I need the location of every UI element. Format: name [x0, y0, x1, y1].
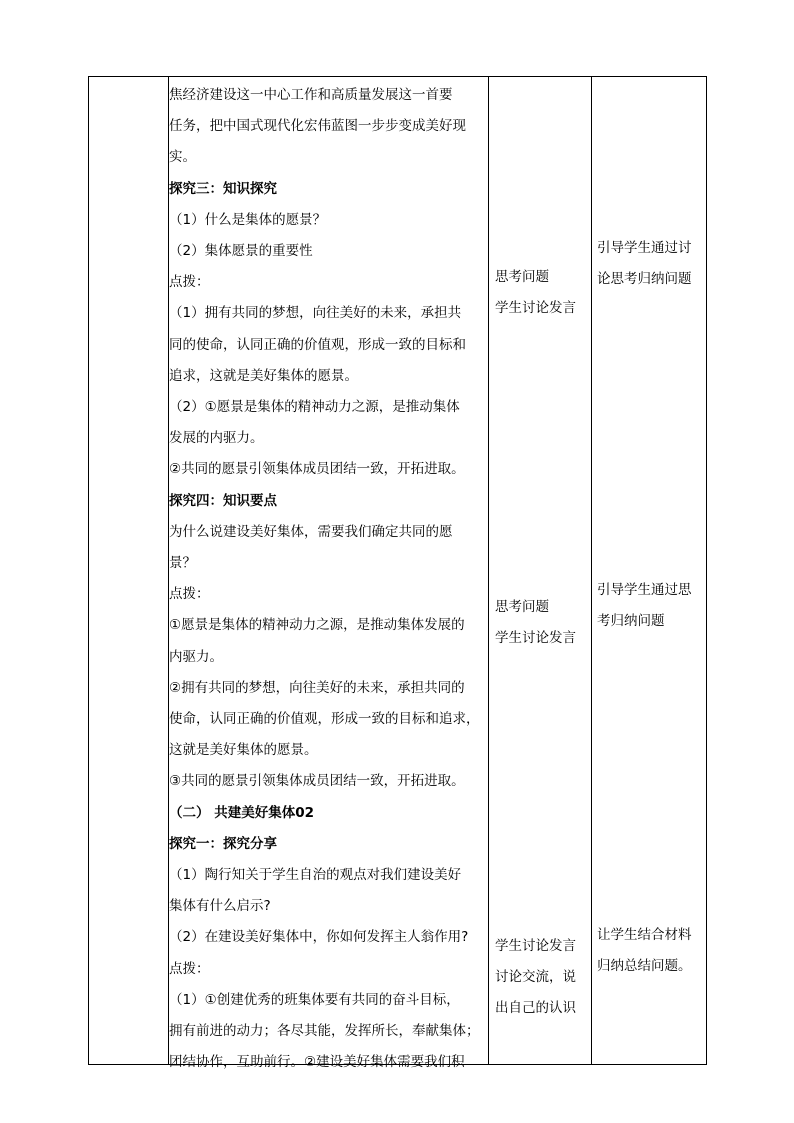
student-activity-line: 学生讨论发言 — [495, 938, 576, 954]
content-line: 同的使命，认同正确的价值观，形成一致的目标和 — [169, 336, 466, 353]
design-intent-cell — [597, 575, 703, 637]
content-line: 发展的内驱力。 — [169, 430, 264, 447]
student-activity-line: 出自己的认识 — [495, 1000, 576, 1016]
section-heading: 探究四：知识要点 — [169, 492, 277, 509]
design-intent-line: 引导学生通过思 — [597, 582, 692, 598]
content-line: （1）什么是集体的愿景？ — [169, 211, 327, 228]
content-line: ①愿景是集体的精神动力之源，是推动集体发展的 — [169, 617, 465, 634]
content-line: ②共同的愿景引领集体成员团结一致，开拓进取。 — [169, 461, 465, 478]
section-heading: （二） 共建美好集体02 — [169, 804, 314, 821]
design-intent-line: 考归纳问题 — [597, 613, 665, 629]
content-line: 拥有前进的动力；各尽其能，发挥所长，奉献集体； — [169, 1023, 480, 1040]
student-activity-line: 讨论交流，说 — [495, 969, 576, 985]
content-line: （2）在建设美好集体中，你如何发挥主人翁作用? — [169, 929, 469, 946]
content-line: 为什么说建设美好集体，需要我们确定共同的愿 — [169, 523, 453, 540]
content-line: 团结协作，互助前行。②建设美好集体需要我们积 — [169, 1054, 465, 1071]
student-activity-line: 思考问题 — [495, 269, 549, 285]
content-line: （1）①创建优秀的班集体要有共同的奋斗目标， — [169, 991, 460, 1008]
content-line: 这就是美好集体的愿景。 — [169, 742, 318, 759]
design-intent-line: 论思考归纳问题 — [597, 271, 692, 287]
student-activity-cell — [495, 262, 591, 324]
content-line: （2）①愿景是集体的精神动力之源，是推动集体 — [169, 399, 460, 416]
student-activity-line: 学生讨论发言 — [495, 630, 576, 646]
content-line: 集体有什么启示? — [169, 898, 271, 915]
student-activity-line: 学生讨论发言 — [495, 300, 576, 316]
content-line: 任务，把中国式现代化宏伟蓝图一步步变成美好现 — [169, 118, 466, 135]
content-line: 焦经济建设这一中心工作和高质量发展这一首要 — [169, 87, 453, 103]
design-intent-cell — [597, 233, 703, 295]
content-line: 内驱力。 — [169, 648, 223, 665]
student-activity-cell — [495, 931, 591, 1024]
content-line: 点拨： — [169, 960, 210, 977]
lesson-table — [88, 76, 707, 1071]
student-activity-line: 思考问题 — [495, 599, 549, 615]
content-line: （1）陶行知关于学生自治的观点对我们建设美好 — [169, 867, 462, 884]
content-line: 点拨： — [169, 586, 210, 603]
section-heading: 探究一：探究分享 — [169, 835, 277, 852]
content-line: （2）集体愿景的重要性 — [169, 243, 313, 260]
column-divider — [488, 77, 489, 1064]
teaching-content-cell — [169, 80, 487, 1079]
content-line: ②拥有共同的梦想，向往美好的未来，承担共同的 — [169, 679, 465, 696]
content-line: 实。 — [169, 149, 196, 166]
column-divider — [591, 77, 592, 1064]
design-intent-line: 让学生结合材料 — [597, 927, 692, 943]
content-line: 追求，这就是美好集体的愿景。 — [169, 367, 358, 384]
design-intent-cell — [597, 920, 703, 982]
design-intent-line: 归纳总结问题。 — [597, 958, 692, 974]
section-heading: 探究三：知识探究 — [169, 180, 277, 197]
content-line: 使命，认同正确的价值观，形成一致的目标和追求， — [169, 711, 480, 728]
content-line: 点拨： — [169, 274, 210, 291]
content-line: （1）拥有共同的梦想，向往美好的未来，承担共 — [169, 305, 462, 322]
design-intent-line: 引导学生通过讨 — [597, 240, 692, 256]
student-activity-cell — [495, 592, 591, 654]
content-line: 景？ — [169, 555, 196, 572]
content-line: ③共同的愿景引领集体成员团结一致，开拓进取。 — [169, 773, 465, 790]
